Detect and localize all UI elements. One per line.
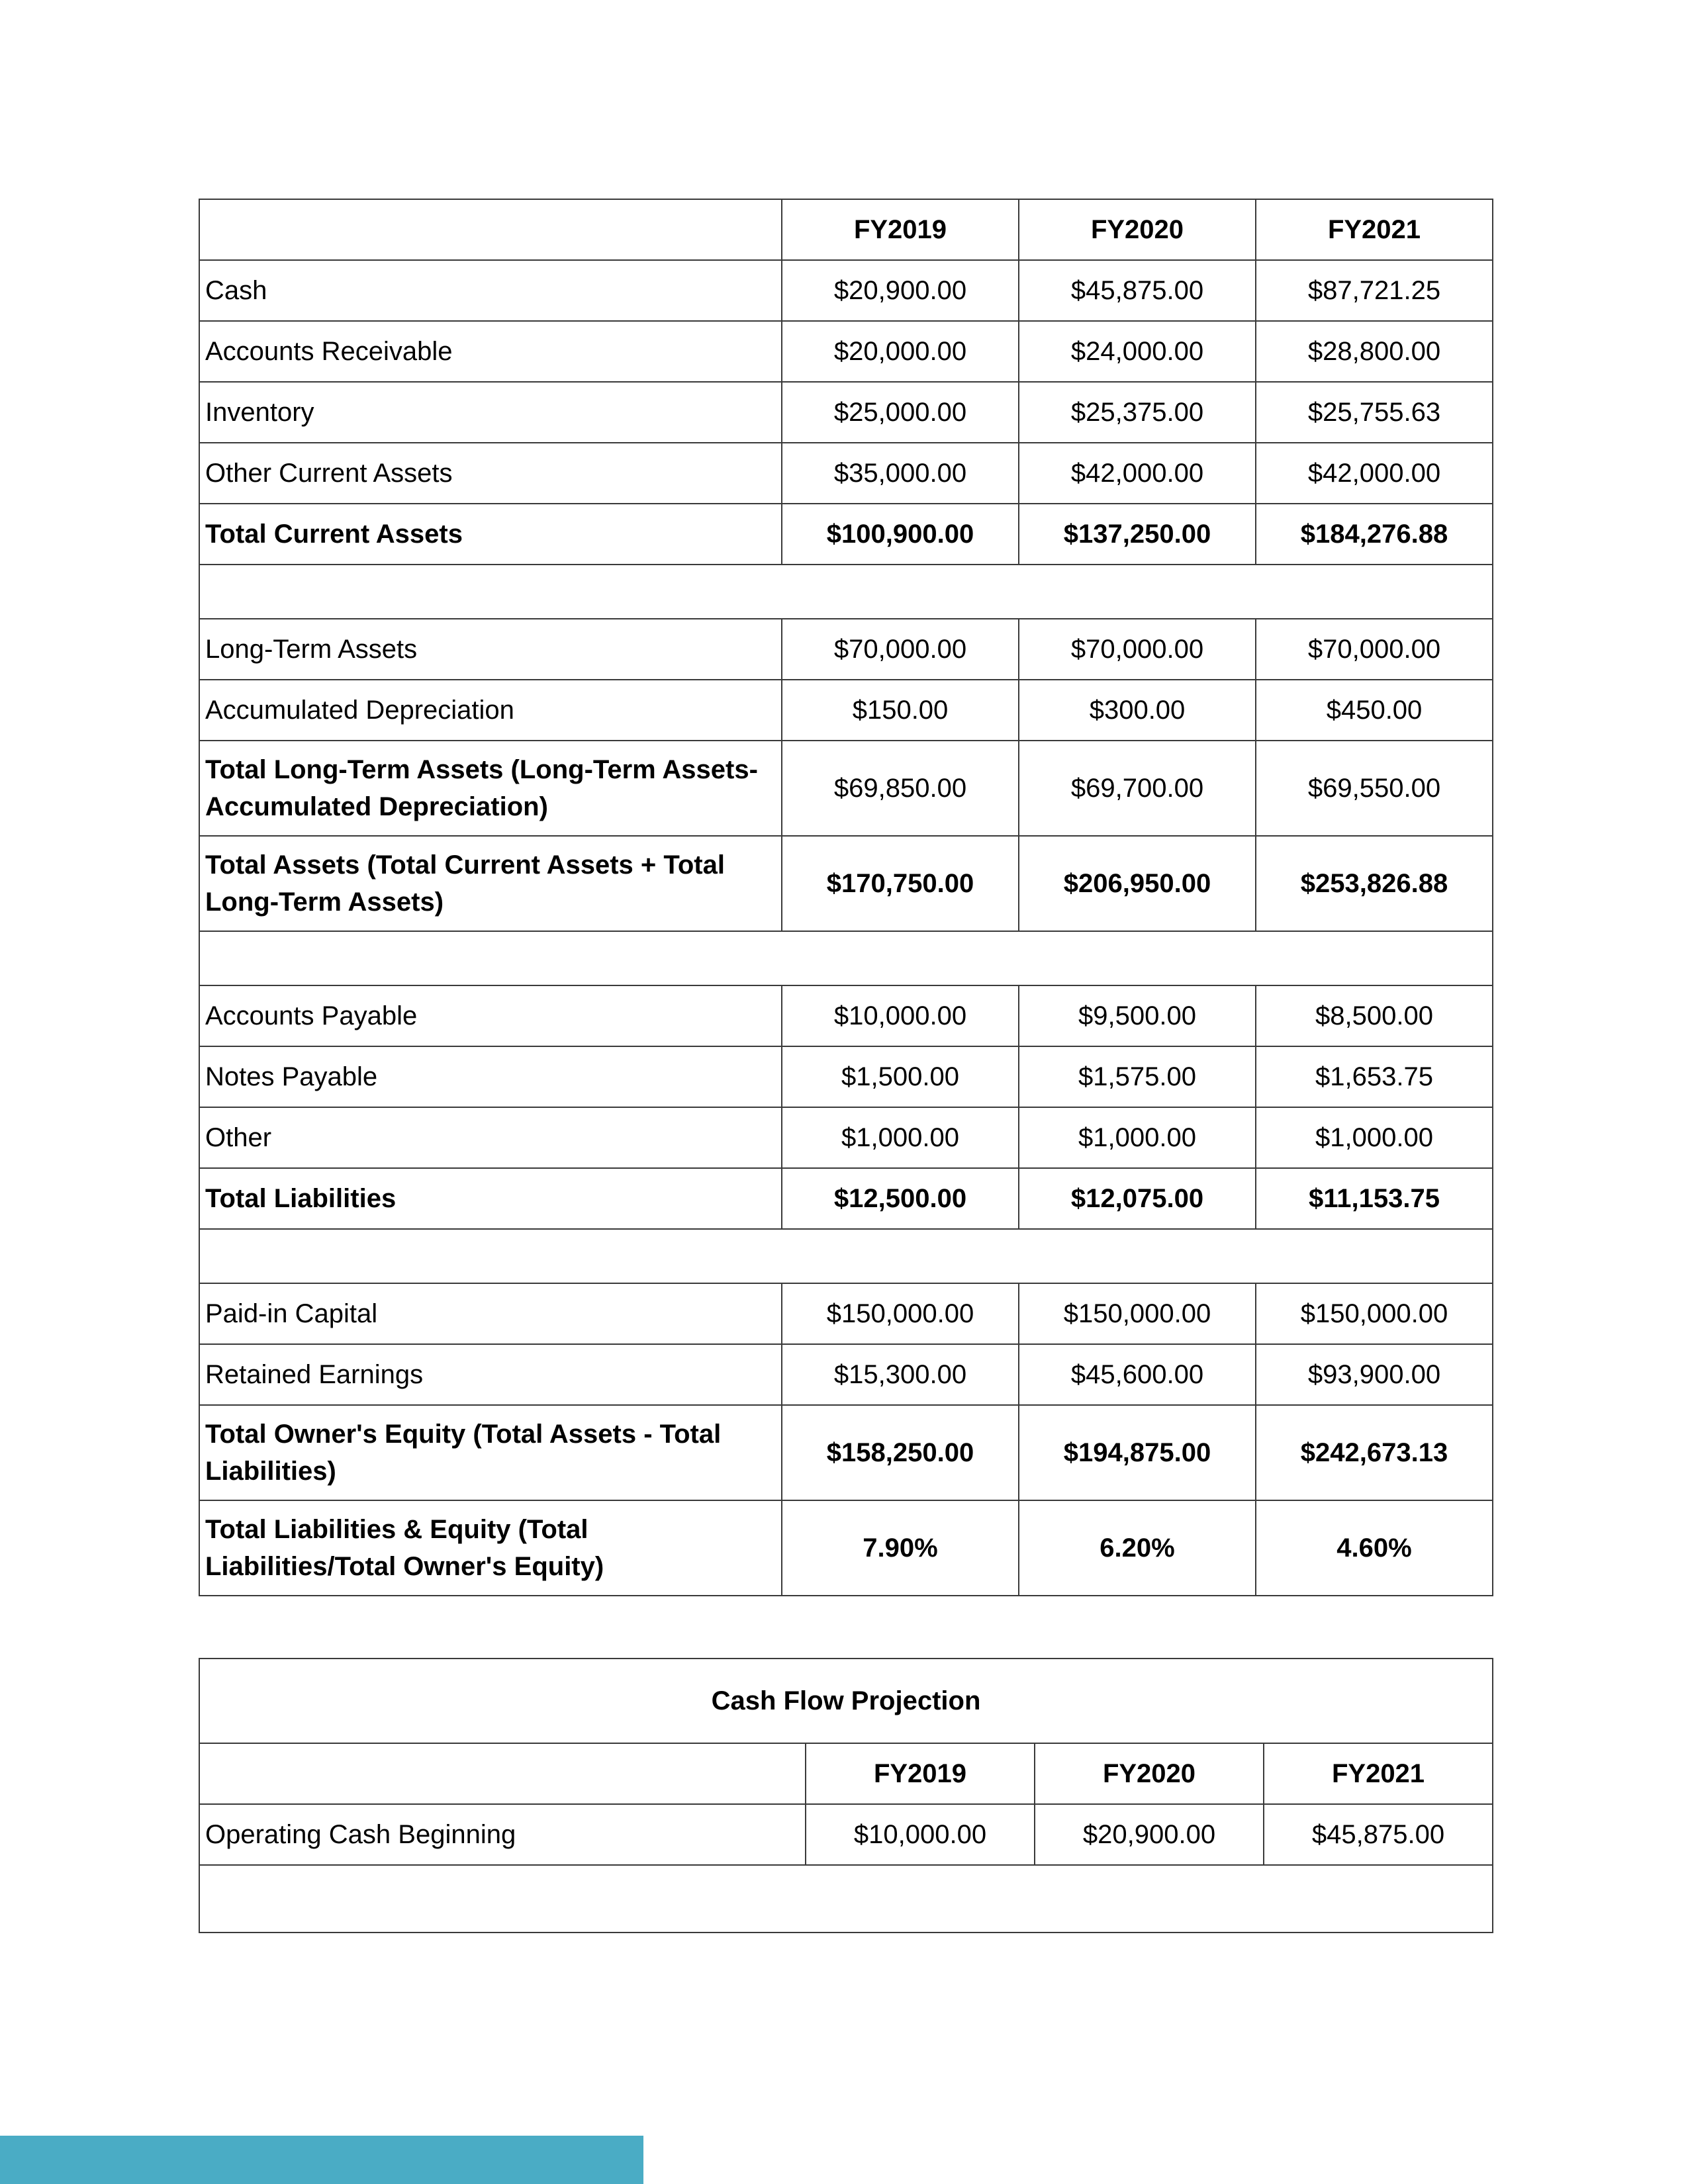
cell-value: $25,755.63 bbox=[1256, 382, 1493, 443]
cell-value: $242,673.13 bbox=[1256, 1405, 1493, 1500]
row-label: Accounts Receivable bbox=[199, 321, 782, 382]
cell-value: $170,750.00 bbox=[782, 836, 1019, 931]
cell-value: $1,653.75 bbox=[1256, 1046, 1493, 1107]
table-row bbox=[199, 619, 1493, 680]
cell-value: $1,000.00 bbox=[1256, 1107, 1493, 1168]
table-row bbox=[199, 1283, 1493, 1344]
cell-value: $12,500.00 bbox=[782, 1168, 1019, 1229]
row-label: Notes Payable bbox=[199, 1046, 782, 1107]
table-header-row bbox=[199, 199, 1493, 260]
row-label: Long-Term Assets bbox=[199, 619, 782, 680]
table-row bbox=[199, 382, 1493, 443]
table-row-total bbox=[199, 836, 1493, 931]
row-label: Cash bbox=[199, 260, 782, 321]
cell-value: $69,850.00 bbox=[782, 741, 1019, 836]
table-row bbox=[199, 1107, 1493, 1168]
header-cell-fy2020: FY2020 bbox=[1035, 1743, 1264, 1804]
cell-value: $70,000.00 bbox=[1019, 619, 1256, 680]
cell-value: 7.90% bbox=[782, 1500, 1019, 1596]
cell-value: $150.00 bbox=[782, 680, 1019, 741]
cash-flow-table bbox=[199, 1658, 1493, 1933]
cell-value: $300.00 bbox=[1019, 680, 1256, 741]
cell-value: $1,575.00 bbox=[1019, 1046, 1256, 1107]
cell-value: $1,000.00 bbox=[1019, 1107, 1256, 1168]
table-row-total bbox=[199, 1168, 1493, 1229]
cell-value: $25,000.00 bbox=[782, 382, 1019, 443]
cell-value: $15,300.00 bbox=[782, 1344, 1019, 1405]
table-row bbox=[199, 443, 1493, 504]
cell-value: $93,900.00 bbox=[1256, 1344, 1493, 1405]
table-row-total bbox=[199, 504, 1493, 565]
table-row bbox=[199, 260, 1493, 321]
cell-value: $20,000.00 bbox=[782, 321, 1019, 382]
header-cell-fy2020: FY2020 bbox=[1019, 199, 1256, 260]
cell-value: $87,721.25 bbox=[1256, 260, 1493, 321]
row-label: Other bbox=[199, 1107, 782, 1168]
cell-value: $10,000.00 bbox=[782, 985, 1019, 1046]
cell-value: $9,500.00 bbox=[1019, 985, 1256, 1046]
header-cell-fy2019: FY2019 bbox=[782, 199, 1019, 260]
row-label: Total Owner's Equity (Total Assets - Total Liabilities) bbox=[199, 1405, 782, 1500]
spacer-cell bbox=[199, 931, 1493, 985]
cell-value: $253,826.88 bbox=[1256, 836, 1493, 931]
cell-value: $150,000.00 bbox=[782, 1283, 1019, 1344]
table-row bbox=[199, 321, 1493, 382]
balance-sheet-table bbox=[199, 199, 1493, 1596]
row-label: Total Long-Term Assets (Long-Term Assets-Accumulated Depreciation) bbox=[199, 741, 782, 836]
table-row bbox=[199, 1804, 1493, 1865]
table-row-total bbox=[199, 1500, 1493, 1596]
row-label: Accounts Payable bbox=[199, 985, 782, 1046]
cell-value: $1,000.00 bbox=[782, 1107, 1019, 1168]
table-row bbox=[199, 741, 1493, 836]
cell-value: $20,900.00 bbox=[782, 260, 1019, 321]
spacer-row bbox=[199, 1229, 1493, 1283]
cell-value: $20,900.00 bbox=[1035, 1804, 1264, 1865]
spacer-row bbox=[199, 931, 1493, 985]
table-row bbox=[199, 680, 1493, 741]
cash-flow-title: Cash Flow Projection bbox=[199, 1659, 1493, 1743]
row-label: Total Current Assets bbox=[199, 504, 782, 565]
table-row bbox=[199, 985, 1493, 1046]
cell-value: $69,550.00 bbox=[1256, 741, 1493, 836]
cell-value: $194,875.00 bbox=[1019, 1405, 1256, 1500]
cell-value: $206,950.00 bbox=[1019, 836, 1256, 931]
cell-value: $70,000.00 bbox=[1256, 619, 1493, 680]
cell-value: $42,000.00 bbox=[1019, 443, 1256, 504]
cell-value: $450.00 bbox=[1256, 680, 1493, 741]
table-row bbox=[199, 1344, 1493, 1405]
cell-value: $10,000.00 bbox=[806, 1804, 1035, 1865]
cell-value: $12,075.00 bbox=[1019, 1168, 1256, 1229]
row-label: Total Liabilities bbox=[199, 1168, 782, 1229]
cell-value: $11,153.75 bbox=[1256, 1168, 1493, 1229]
spacer-row bbox=[199, 565, 1493, 619]
header-cell-fy2019: FY2019 bbox=[806, 1743, 1035, 1804]
row-label: Total Liabilities & Equity (Total Liabilities/Total Owner's Equity) bbox=[199, 1500, 782, 1596]
cell-value: $42,000.00 bbox=[1256, 443, 1493, 504]
cell-value: $150,000.00 bbox=[1256, 1283, 1493, 1344]
cell-value: $28,800.00 bbox=[1256, 321, 1493, 382]
cell-value: $150,000.00 bbox=[1019, 1283, 1256, 1344]
cell-value: $24,000.00 bbox=[1019, 321, 1256, 382]
cell-value: $45,600.00 bbox=[1019, 1344, 1256, 1405]
table-row-total bbox=[199, 1405, 1493, 1500]
cell-value: $184,276.88 bbox=[1256, 504, 1493, 565]
cell-value: $137,250.00 bbox=[1019, 504, 1256, 565]
spacer-cell bbox=[199, 1229, 1493, 1283]
cell-value: 6.20% bbox=[1019, 1500, 1256, 1596]
cell-value: $45,875.00 bbox=[1264, 1804, 1493, 1865]
row-label: Inventory bbox=[199, 382, 782, 443]
cell-value: 4.60% bbox=[1256, 1500, 1493, 1596]
cell-value: $1,500.00 bbox=[782, 1046, 1019, 1107]
row-label: Total Assets (Total Current Assets + Total Long-Term Assets) bbox=[199, 836, 782, 931]
spacer-row bbox=[199, 1865, 1493, 1933]
header-cell-fy2021: FY2021 bbox=[1264, 1743, 1493, 1804]
row-label: Accumulated Depreciation bbox=[199, 680, 782, 741]
cell-value: $158,250.00 bbox=[782, 1405, 1019, 1500]
row-label: Paid-in Capital bbox=[199, 1283, 782, 1344]
cell-value: $45,875.00 bbox=[1019, 260, 1256, 321]
header-cell-empty bbox=[199, 1743, 806, 1804]
table-row bbox=[199, 1046, 1493, 1107]
footer-accent-bar bbox=[0, 2136, 643, 2184]
header-cell-empty bbox=[199, 199, 782, 260]
cell-value: $35,000.00 bbox=[782, 443, 1019, 504]
cell-value: $25,375.00 bbox=[1019, 382, 1256, 443]
row-label: Retained Earnings bbox=[199, 1344, 782, 1405]
cell-value: $70,000.00 bbox=[782, 619, 1019, 680]
table-header-row bbox=[199, 1743, 1493, 1804]
spacer-cell bbox=[199, 565, 1493, 619]
row-label: Other Current Assets bbox=[199, 443, 782, 504]
cell-value: $100,900.00 bbox=[782, 504, 1019, 565]
cash-flow-title-row bbox=[199, 1659, 1493, 1743]
cell-value: $8,500.00 bbox=[1256, 985, 1493, 1046]
header-cell-fy2021: FY2021 bbox=[1256, 199, 1493, 260]
spacer-cell bbox=[199, 1865, 1493, 1933]
cell-value: $69,700.00 bbox=[1019, 741, 1256, 836]
row-label: Operating Cash Beginning bbox=[199, 1804, 806, 1865]
